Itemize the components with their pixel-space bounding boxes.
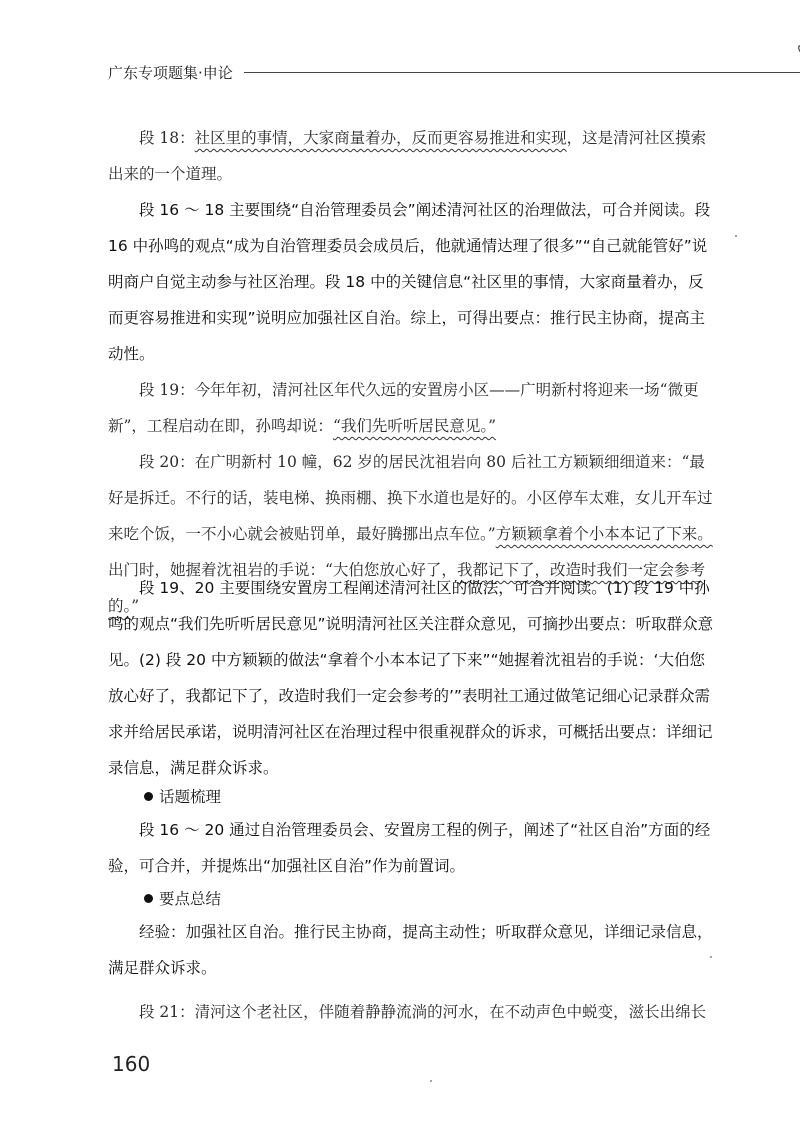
key-phrase-underlined: 社区里的事情，大家商量着办，反而更容易推进和实现	[194, 129, 567, 147]
key-phrase-underlined: 方颖颖拿着个小本本记了下来。	[495, 525, 713, 543]
paragraph-21: 段 21：清河这个老社区，伴随着静静流淌的河水，在不动声色中蜕变，滋长出绵长	[139, 1003, 707, 1021]
paragraph-18	[108, 120, 718, 192]
header-rule	[244, 72, 800, 73]
scan-speck	[430, 1080, 432, 1082]
scan-speck	[735, 235, 737, 237]
paragraph-text: 段 20：在广明新村 10 幢，62 岁的居民沈祖岩向 80 后社工方颖颖细细道来：“最好是拆迁。不行的话，装电梯、换雨棚、换下水道也是好的。小区停车太难，女儿开车过来吃个饭，一不小心就会被贴罚单，最好腾挪出点车位。”	[108, 453, 713, 543]
topic-heading: 话题梳理	[144, 782, 221, 812]
paragraph-text: ”	[131, 597, 140, 615]
summary-text: 经验：加强社区自治。推行民主协商，提高主动性；听取群众意见，详细记录信息，满足群众诉求。	[108, 923, 713, 977]
key-quote-underlined: “我们先听听居民意见。”	[332, 417, 497, 435]
paragraph-text: 段 19：今年年初，清河社区年代久远的安置房小区——广明新村将迎来一场“微更新”，工程启动在即，孙鸣却说：	[108, 381, 699, 435]
analysis-19-20: 段 19、20 主要围绕安置房工程阐述清河社区的做法，可合并阅读。(1) 段 19 中孙鸣的观点“我们先听听居民意见”说明清河社区关注群众意见，可摘抄出要点：听取群众意见。(2) 段 20 中方颖颖的做法“拿着个小本本记了下来”“她握着沈祖岩的手说：‘大伯您放心好了，我都记下了，改造时我们一定会参考的’”表明社工通过做笔记细心记录群众需求并给居民承诺，说明清河社区在治理过程中很重视群众的诉求，可概括出要点：详细记录信息，满足群众诉求。	[108, 579, 714, 777]
analysis-16-18: 段 16 ～ 18 主要围绕“自治管理委员会”阐述清河社区的治理做法，可合并阅读。段 16 中孙鸣的观点“成为自治管理委员会成员后，他就通情达理了很多”“自己就能管好”说明商户自觉主动参与社区治理。段 18 中的关键信息“社区里的事情，大家商量着办，反而更容易推进和实现”说明应加强社区自治。综上，可得出要点：推行民主协商，提高主动性。	[108, 201, 711, 363]
paragraph-19	[108, 372, 718, 444]
page-header	[108, 58, 708, 86]
bullet-icon	[144, 894, 153, 903]
page-number: 160	[112, 1052, 151, 1076]
topic-analysis: 段 16 ～ 20 通过自治管理委员会、安置房工程的例子，阐述了“社区自治”方面的经验，可合并，并提炼出“加强社区自治”作为前置词。	[108, 821, 711, 875]
bullet-icon	[144, 792, 153, 801]
paragraph-text: ，这是清河社区摸索出来的一个道理。	[108, 129, 707, 183]
paragraph-text: 出门时，她握着沈祖岩的手说：“大伯您放心好了，	[108, 561, 457, 579]
key-phrase-underlined: 我都记下了，改造时我们一定会参考的。	[108, 561, 705, 615]
leaf-sprout-icon	[796, 44, 800, 74]
scan-speck	[710, 956, 712, 958]
book-title: 广东专项题集·申论	[108, 64, 233, 82]
summary-heading: 要点总结	[144, 884, 221, 914]
paragraph-label: 段 18：	[139, 129, 195, 147]
